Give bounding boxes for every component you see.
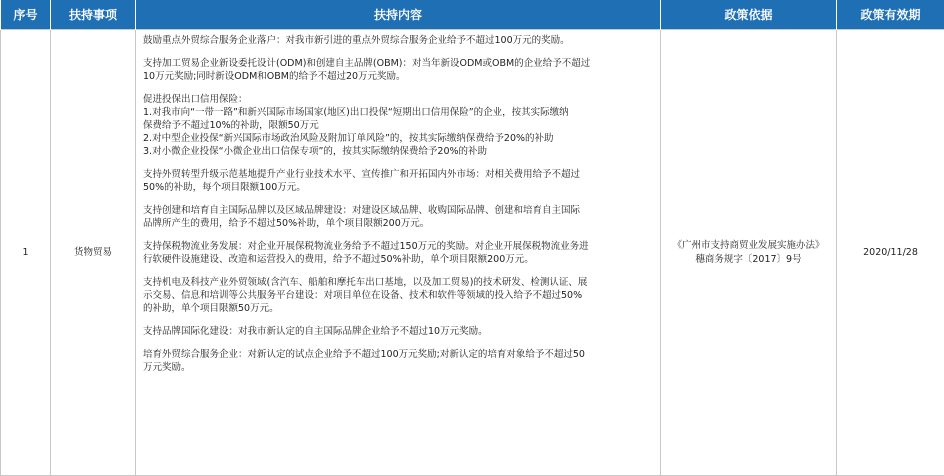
- header-category: 扶持事项: [51, 0, 136, 30]
- content-item-1: 鼓励重点外贸综合服务企业落户：对我市新引进的重点外贸综合服务企业给予不超过100万元的奖励。: [143, 34, 654, 47]
- content-item-9: 培育外贸综合服务企业：对新认定的试点企业给予不超过100万元奖励;对新认定的培育对象给予不超过50 万元奖励。: [143, 348, 654, 374]
- row-content: [136, 30, 661, 476]
- header-validity: 政策有效期: [837, 0, 944, 30]
- row-category: 货物贸易: [51, 30, 136, 476]
- content-item-7: 支持机电及科技产业外贸领域(含汽车、船舶和摩托车出口基地，以及加工贸易)的技术研发、检测认证、展 示交易、信息和培训等公共服务平台建设：对项目单位在设备、技术和软件等领域的投入给予不超过50% 的补助，单个项目限额50万元。: [143, 276, 654, 315]
- content-item-6: 支持保税物流业务发展：对企业开展保税物流业务给予不超过150万元的奖励。对企业开展保税物流业务进 行软硬件设施建设、改造和运营投入的费用，给予不超过50%补助，单个项目限额200万元。: [143, 240, 654, 266]
- row-validity: 2020/11/28: [837, 30, 944, 476]
- content-item-2: 支持加工贸易企业新设委托设计(ODM)和创建自主品牌(OBM)：对当年新设ODM或OBM的企业给予不超过 10万元奖励;同时新设ODM和OBM的给予不超过20万元奖励。: [143, 57, 654, 83]
- content-item-5: 支持创建和培育自主国际品牌以及区域品牌建设：对建设区域品牌、收购国际品牌、创建和培育自主国际 品牌所产生的费用，给予不超过50%补助，单个项目限额200万元。: [143, 204, 654, 230]
- header-content: 扶持内容: [136, 0, 661, 30]
- table-row: [1, 30, 944, 476]
- content-item-8: 支持品牌国际化建设：对我市新认定的自主国际品牌企业给予不超过10万元奖励。: [143, 325, 654, 338]
- header-basis: 政策依据: [661, 0, 837, 30]
- row-index: 1: [1, 30, 51, 476]
- header-index: 序号: [1, 0, 51, 30]
- policy-basis-text: 《广州市支持商贸业发展实施办法》 穗商务规字〔2017〕9号: [661, 239, 836, 267]
- content-item-4: 支持外贸转型升级示范基地提升产业行业技术水平、宣传推广和开拓国内外市场：对相关费用给予不超过 50%的补助，每个项目限额100万元。: [143, 168, 654, 194]
- content-item-3: 促进投保出口信用保险： 1.对我市向“一带一路”和新兴国际市场国家(地区)出口投保“短期出口信用保险”的企业，按其实际缴纳 保费给予不超过10%的补助，限额50万元 2.对中型企业投保“新兴国际市场政治风险及附加订单风险”的，按其实际缴纳保费给予20%的补助 3.对小微企业投保“小微企业出口信保专项”的，按其实际缴纳保费给予20%的补助: [143, 93, 654, 158]
- header-row: [1, 0, 944, 30]
- row-basis: [661, 30, 837, 476]
